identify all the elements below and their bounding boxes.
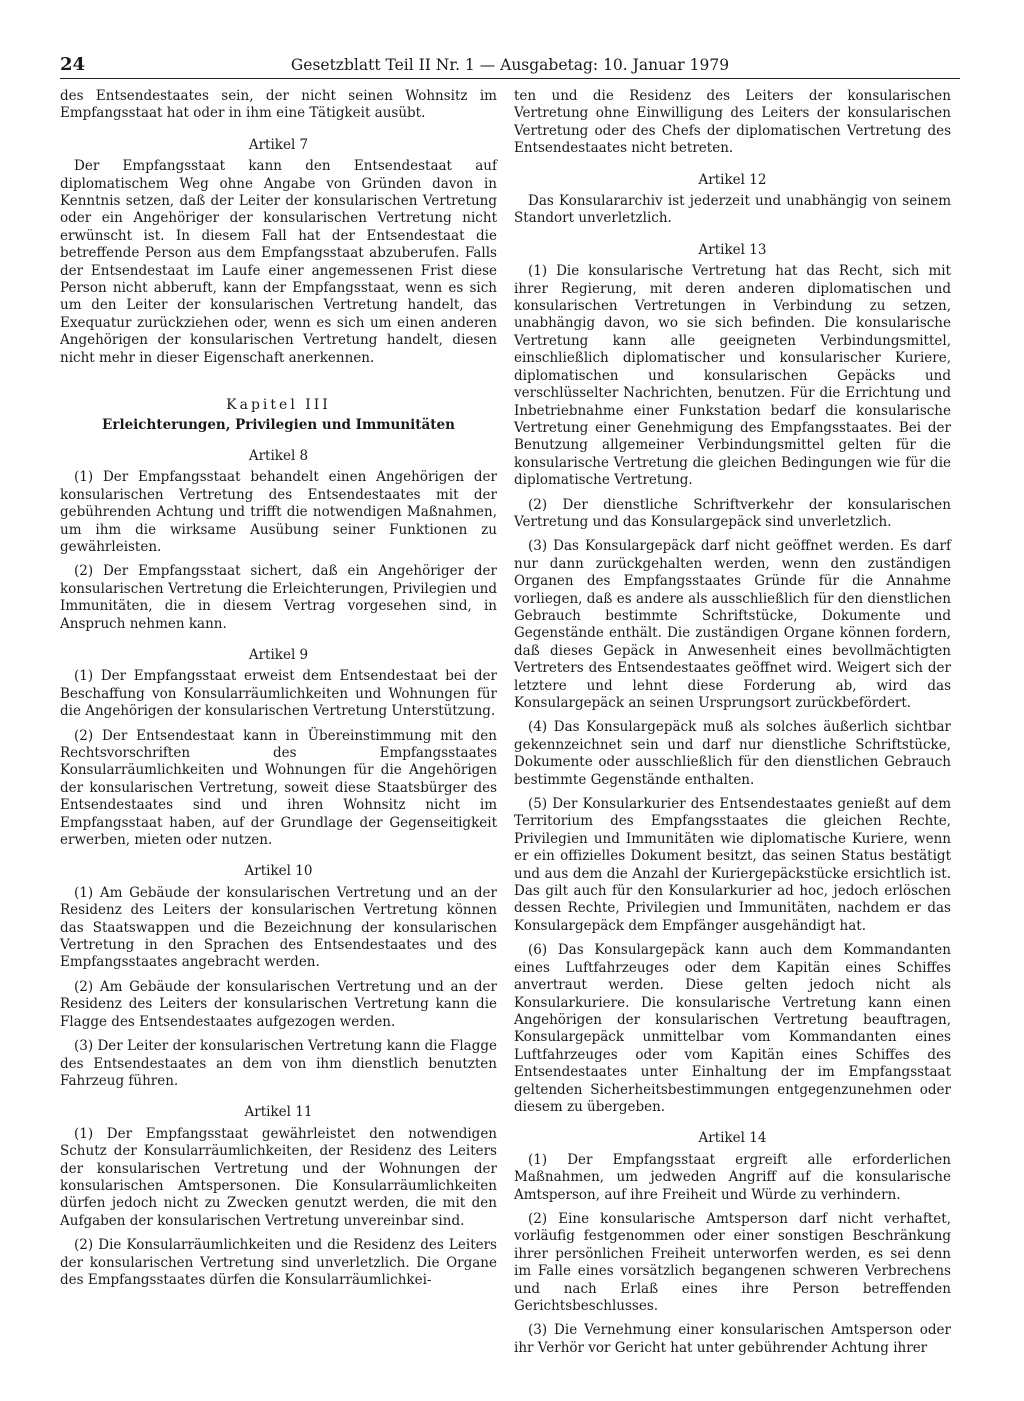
paragraph: des Entsendestaates sein, der nicht seinen Wohnsitz im Empfangsstaat hat oder in ihm eine Tätigkeit ausübt. xyxy=(60,88,497,122)
paragraph: ten und die Residenz des Leiters der konsularischen Vertretung ohne Einwilligung des Leiters der konsularischen Vertretung oder des Chefs der diplomatischen Vertretung des Entsendestaates nicht betreten. xyxy=(514,88,951,157)
chapter-subtitle: Erleichterungen, Privilegien und Immunitäten xyxy=(102,416,455,433)
paragraph: (2) Eine konsularische Amtsperson darf nicht verhaftet, vorläufig festgenommen oder einer sonstigen Beschränkung ihrer persönlichen Freiheit unterworfen werden, es sei denn im Falle eines vorsätzlich begangenen schweren Verbrechens und nach Erlaß eines ihre Person betreffenden Gerichtsbeschlusses. xyxy=(514,1210,951,1314)
paragraph: (1) Der Empfangsstaat ergreift alle erforderlichen Maßnahmen, um jedweden Angriff auf die konsularische Amtsperson, auf ihre Freiheit und Würde zu verhindern. xyxy=(514,1151,951,1203)
paragraph: Das Konsulararchiv ist jederzeit und unabhängig von seinem Standort unverletzlich. xyxy=(514,193,951,227)
article-heading: Artikel 7 xyxy=(248,136,309,153)
paragraph: (1) Der Empfangsstaat behandelt einen Angehörigen der konsularischen Vertretung des Entsendestaates mit der gebührenden Achtung und trifft die notwendigen Maßnahmen, um ihm die wirksame Ausübung seiner Funktionen zu gewährleisten. xyxy=(60,469,497,555)
article-heading: Artikel 11 xyxy=(244,1104,313,1121)
article-heading: Artikel 12 xyxy=(698,171,767,188)
paragraph: (6) Das Konsulargepäck kann auch dem Kommandanten eines Luftfahrzeuges oder dem Kapitän eines Schiffes anvertraut werden. Diese gelten jedoch nicht als Konsularkuriere. Die konsularische Vertretung kann einen Angehörigen der konsularischen Vertretung beauftragen, Konsulargepäck unmittelbar vom Kommandanten eines Luftfahrzeuges oder vom Kapitän eines Schiffes des Entsendestaates unter Einhaltung der im Empfangsstaat geltenden Sicherheitsbestimmungen entgegenzunehmen oder diesem zu übergeben. xyxy=(514,942,951,1115)
page-header xyxy=(60,52,960,79)
paragraph: (2) Der Entsendestaat kann in Übereinstimmung mit den Rechtsvorschriften des Empfangsstaates Konsularräumlichkeiten und Wohnungen für die Angehörigen der konsularischen Vertretung, soweit diese Staatsbürger des Entsendestaates sind und ihren Wohnsitz nicht im Empfangsstaat haben, auf der Grundlage der Gegenseitigkeit erwerben, mieten oder nutzen. xyxy=(60,727,497,849)
right-column xyxy=(514,88,951,1364)
paragraph: (2) Der Empfangsstaat sichert, daß ein Angehöriger der konsularischen Vertretung die Erleichterungen, Privilegien und Immunitäten, die in diesem Vertrag vorgesehen sind, in Anspruch nehmen kann. xyxy=(60,563,497,632)
chapter-heading: Kapitel III xyxy=(226,397,331,414)
paragraph: (1) Der Empfangsstaat erweist dem Entsendestaat bei der Beschaffung von Konsularräumlichkeiten und Wohnungen für die Angehörigen der konsularischen Vertretung Unterstützung. xyxy=(60,668,497,720)
paragraph: (2) Am Gebäude der konsularischen Vertretung und an der Residenz des Leiters der konsularischen Vertretung kann die Flagge des Entsendestaates aufgezogen werden. xyxy=(60,978,497,1030)
article-heading: Artikel 10 xyxy=(244,863,313,880)
article-heading: Artikel 14 xyxy=(698,1130,767,1147)
article-heading: Artikel 13 xyxy=(698,241,767,258)
page-number: 24 xyxy=(60,54,86,75)
paragraph: Der Empfangsstaat kann den Entsendestaat auf diplomatischem Weg ohne Angabe von Gründen davon in Kenntnis setzen, daß der Leiter der konsularischen Vertretung oder ein Angehöriger der konsularischen Vertretung nicht erwünscht ist. In diesem Fall hat der Entsendestaat die betreffende Person aus dem Empfangsstaat abzuberufen. Falls der Entsendestaat im Laufe einer angemessenen Frist diese Person nicht abberuft, kann der Empfangsstaat, wenn es sich um den Leiter der konsularischen Vertretung handelt, das Exequatur zurückziehen oder, wenn es sich um einen anderen Angehörigen der konsularischen Vertretung handelt, diesen nicht mehr in dieser Eigenschaft anerkennen. xyxy=(60,158,497,366)
paragraph: (3) Der Leiter der konsularischen Vertretung kann die Flagge des Entsendestaates an dem von ihm dienstlich benutzten Fahrzeug führen. xyxy=(60,1038,497,1089)
article-heading: Artikel 8 xyxy=(248,447,309,464)
left-column xyxy=(60,88,497,1296)
paragraph: (5) Der Konsularkurier des Entsendestaates genießt auf dem Territorium des Empfangsstaates die gleichen Rechte, Privilegien und Immunitäten wie diplomatische Kuriere, wenn er ein offizielles Dokument besitzt, das seinen Status bestätigt und aus dem die Anzahl der Kuriergepäckstücke ersichtlich ist. Das gilt auch für den Konsularkurier ad hoc, jedoch erlöschen dessen Rechte, Privilegien und Immunitäten, nachdem er das Konsulargepäck dem Empfänger ausgehändigt hat. xyxy=(514,796,951,934)
paragraph: (1) Die konsularische Vertretung hat das Recht, sich mit ihrer Regierung, mit deren anderen diplomatischen und konsularischen Vertretungen in Verbindung zu setzen, unabhängig davon, wo sie sich befinden. Die konsularische Vertretung kann alle geeigneten Verbindungsmittel, einschließlich diplomatischer und konsularischer Kuriere, diplomatischen und konsularischen Gepäcks und verschlüsselter Nachrichten, benutzen. Für die Errichtung und Inbetriebnahme einer Funkstation bedarf die konsularische Vertretung einer Genehmigung des Empfangsstaates. Bei der Benutzung allgemeiner Verbindungsmittel gelten für die konsularische Vertretung die gleichen Bedingungen wie für die diplomatische Vertretung. xyxy=(514,263,951,489)
paragraph: (1) Am Gebäude der konsularischen Vertretung und an der Residenz des Leiters der konsularischen Vertretung können das Staatswappen und die Bezeichnung der konsularischen Vertretung in den Sprachen des Entsendestaates und des Empfangsstaates angebracht werden. xyxy=(60,884,497,971)
paragraph: (4) Das Konsulargepäck muß als solches äußerlich sichtbar gekennzeichnet sein und darf nur dienstliche Schriftstücke, Dokumente oder ausschließlich für den dienstlichen Gebrauch bestimmte Gegenstände enthalten. xyxy=(514,719,951,788)
paragraph: (2) Die Konsularräumlichkeiten und die Residenz des Leiters der konsularischen Vertretung sind unverletzlich. Die Organe des Empfangsstaates dürfen die Konsularräumlichkei- xyxy=(60,1237,497,1288)
gazette-title: Gesetzblatt Teil II Nr. 1 — Ausgabetag: 10. Januar 1979 xyxy=(290,56,730,74)
paragraph: (1) Der Empfangsstaat gewährleistet den notwendigen Schutz der Konsularräumlichkeiten, der Residenz des Leiters der konsularischen Vertretung und der Wohnungen der konsularischen Amtspersonen. Die Konsularräumlichkeiten dürfen jedoch nicht zu Zwecken genutzt werden, die mit den Aufgaben der konsularischen Vertretung unvereinbar sind. xyxy=(60,1125,497,1229)
article-heading: Artikel 9 xyxy=(248,646,309,663)
paragraph: (3) Das Konsulargepäck darf nicht geöffnet werden. Es darf nur dann zurückgehalten werden, wenn den zuständigen Organen des Empfangsstaates Gründe für die Annahme vorliegen, daß es andere als ausschließlich für den dienstlichen Gebrauch bestimmte Schriftstücke, Dokumente und Gegenstände enthält. Die zuständigen Organe können fordern, daß dieses Gepäck in Anwesenheit eines bevollmächtigten Vertreters des Entsendestaates geöffnet wird. Weigert sich der letztere und lehnt diese Forderung ab, wird das Konsulargepäck an seinen Ursprungsort zurückbefördert. xyxy=(514,538,951,711)
paragraph: (3) Die Vernehmung einer konsularischen Amtsperson oder ihr Verhör vor Gericht hat unter gebührender Achtung ihrer xyxy=(514,1322,951,1356)
paragraph: (2) Der dienstliche Schriftverkehr der konsularischen Vertretung und das Konsulargepäck sind unverletzlich. xyxy=(514,496,951,530)
